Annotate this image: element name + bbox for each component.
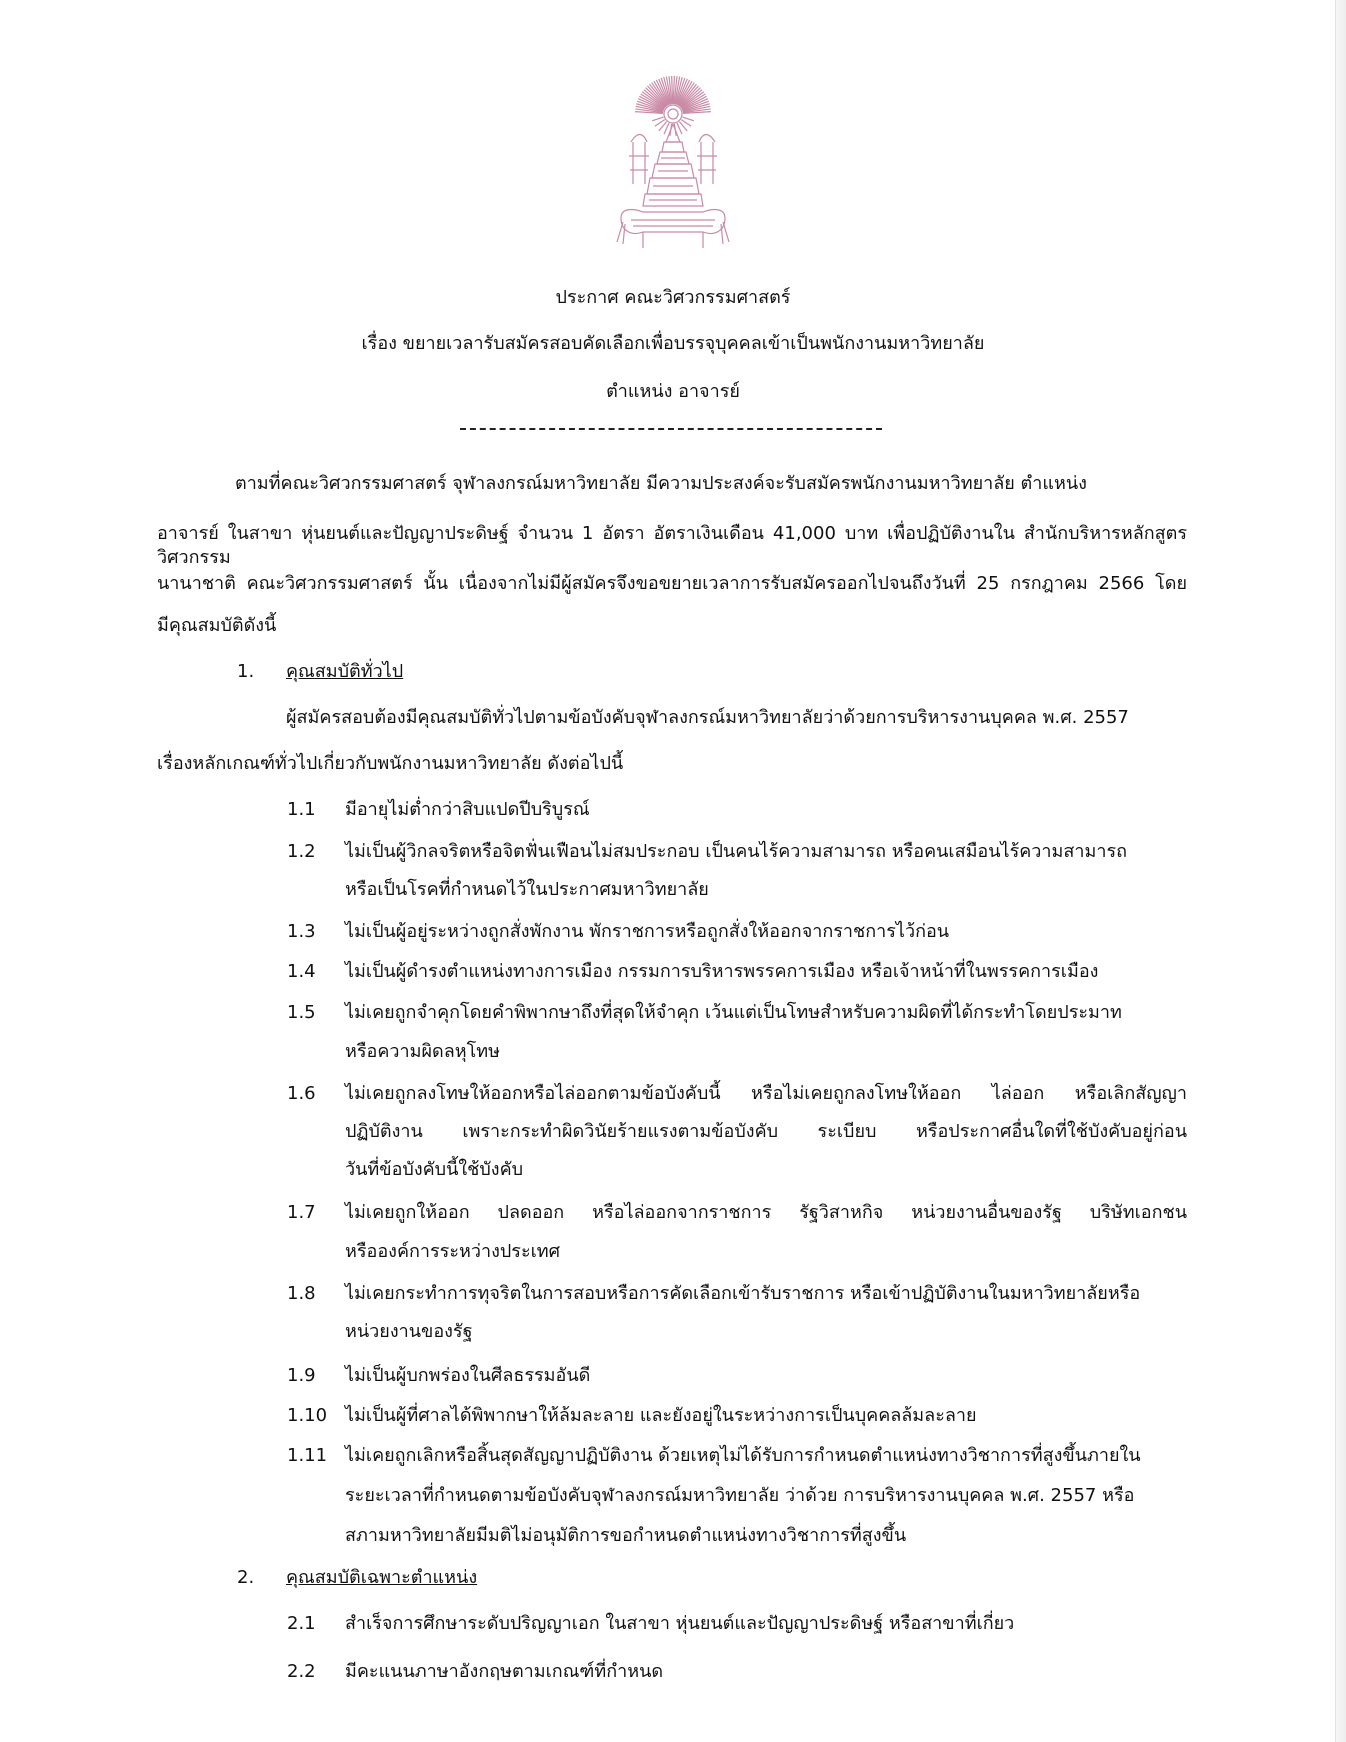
item-2-1-number: 2.1 bbox=[287, 1613, 316, 1634]
item-1-7-text-2: หรือองค์การระหว่างประเทศ bbox=[345, 1241, 561, 1262]
page-scroll-edge bbox=[1335, 0, 1346, 1742]
intro-line-4: มีคุณสมบัติดังนี้ bbox=[157, 615, 277, 636]
section-1-heading: คุณสมบัติทั่วไป bbox=[286, 661, 404, 682]
item-1-6-text-1: ไม่เคยถูกลงโทษให้ออกหรือไล่ออกตามข้อบังคับนี้ หรือไม่เคยถูกลงโทษให้ออก ไล่ออก หรือเลิกสัญญา bbox=[345, 1083, 1187, 1104]
item-1-5-text-1: ไม่เคยถูกจำคุกโดยคำพิพากษาถึงที่สุดให้จำคุก เว้นแต่เป็นโทษสำหรับความผิดที่ได้กระทำโดยประมาท bbox=[345, 1002, 1122, 1023]
item-1-6-text-2: ปฏิบัติงาน เพราะกระทำผิดวินัยร้ายแรงตามข้อบังคับ ระเบียบ หรือประกาศอื่นใดที่ใช้บังคับอยู่ก่อน bbox=[345, 1121, 1187, 1142]
item-1-5-number: 1.5 bbox=[287, 1002, 316, 1023]
section-1-number: 1. bbox=[237, 661, 255, 682]
item-1-8-number: 1.8 bbox=[287, 1283, 316, 1304]
intro-line-3: นานาชาติ คณะวิศวกรรมศาสตร์ นั้น เนื่องจากไม่มีผู้สมัครจึงขอขยายเวลาการรับสมัครออกไปจนถึงวันที่ 25 กรกฎาคม 2566 โดย bbox=[157, 573, 1187, 594]
item-2-2-number: 2.2 bbox=[287, 1661, 316, 1682]
item-1-2-text-1: ไม่เป็นผู้วิกลจริตหรือจิตฟั่นเฟือนไม่สมประกอบ เป็นคนไร้ความสามารถ หรือคนเสมือนไร้ความสามารถ bbox=[345, 841, 1128, 862]
section-1-intro-line-1: ผู้สมัครสอบต้องมีคุณสมบัติทั่วไปตามข้อบังคับจุฬาลงกรณ์มหาวิทยาลัยว่าด้วยการบริหารงานบุคคล พ.ศ. 2557 bbox=[286, 707, 1129, 728]
item-1-10-number: 1.10 bbox=[287, 1405, 328, 1426]
header-divider bbox=[460, 428, 882, 430]
item-1-3-number: 1.3 bbox=[287, 921, 316, 942]
section-2-heading: คุณสมบัติเฉพาะตำแหน่ง bbox=[286, 1567, 478, 1588]
item-1-9-text: ไม่เป็นผู้บกพร่องในศีลธรรมอันดี bbox=[345, 1365, 591, 1386]
item-1-1-number: 1.1 bbox=[287, 799, 316, 820]
item-1-11-text-3: สภามหาวิทยาลัยมีมติไม่อนุมัติการขอกำหนดตำแหน่งทางวิชาการที่สูงขึ้น bbox=[345, 1525, 907, 1546]
item-1-6-number: 1.6 bbox=[287, 1083, 316, 1104]
intro-line-1: ตามที่คณะวิศวกรรมศาสตร์ จุฬาลงกรณ์มหาวิทยาลัย มีความประสงค์จะรับสมัครพนักงานมหาวิทยาลัย ตำแหน่ง bbox=[235, 473, 1087, 494]
item-1-11-text-2: ระยะเวลาที่กำหนดตามข้อบังคับจุฬาลงกรณ์มหาวิทยาลัย ว่าด้วย การบริหารงานบุคคล พ.ศ. 2557 หรือ bbox=[345, 1485, 1135, 1506]
item-1-1-text: มีอายุไม่ต่ำกว่าสิบแปดปีบริบูรณ์ bbox=[345, 799, 590, 820]
item-1-10-text: ไม่เป็นผู้ที่ศาลได้พิพากษาให้ล้มละลาย และยังอยู่ในระหว่างการเป็นบุคคลล้มละลาย bbox=[345, 1405, 977, 1426]
section-1-intro-line-2: เรื่องหลักเกณฑ์ทั่วไปเกี่ยวกับพนักงานมหาวิทยาลัย ดังต่อไปนี้ bbox=[157, 753, 624, 774]
item-1-2-number: 1.2 bbox=[287, 841, 316, 862]
item-1-3-text: ไม่เป็นผู้อยู่ระหว่างถูกสั่งพักงาน พักราชการหรือถูกสั่งให้ออกจากราชการไว้ก่อน bbox=[345, 921, 950, 942]
item-1-8-text-2: หน่วยงานของรัฐ bbox=[345, 1321, 473, 1342]
announcement-position: ตำแหน่ง อาจารย์ bbox=[606, 381, 740, 402]
item-1-9-number: 1.9 bbox=[287, 1365, 316, 1386]
announcement-title: ประกาศ คณะวิศวกรรมศาสตร์ bbox=[555, 287, 791, 308]
intro-line-2: อาจารย์ ในสาขา หุ่นยนต์และปัญญาประดิษฐ์ จำนวน 1 อัตรา อัตราเงินเดือน 41,000 บาท เพื่อปฏิบัติงานใน สำนักบริหารหลักสูตรวิศวกรรม bbox=[157, 523, 1187, 568]
item-1-11-number: 1.11 bbox=[287, 1445, 328, 1466]
item-1-4-number: 1.4 bbox=[287, 961, 316, 982]
item-1-6-text-3: วันที่ข้อบังคับนี้ใช้บังคับ bbox=[345, 1159, 524, 1180]
item-1-7-number: 1.7 bbox=[287, 1202, 316, 1223]
item-1-11-text-1: ไม่เคยถูกเลิกหรือสิ้นสุดสัญญาปฏิบัติงาน ด้วยเหตุไม่ได้รับการกำหนดตำแหน่งทางวิชาการที่สูงขึ้นภายใน bbox=[345, 1445, 1141, 1466]
item-1-2-text-2: หรือเป็นโรคที่กำหนดไว้ในประกาศมหาวิทยาลัย bbox=[345, 879, 709, 900]
announcement-subject: เรื่อง ขยายเวลารับสมัครสอบคัดเลือกเพื่อบรรจุบุคคลเข้าเป็นพนักงานมหาวิทยาลัย bbox=[361, 333, 985, 354]
item-2-2-text: มีคะแนนภาษาอังกฤษตามเกณฑ์ที่กำหนด bbox=[345, 1661, 664, 1682]
item-1-4-text: ไม่เป็นผู้ดำรงตำแหน่งทางการเมือง กรรมการบริหารพรรคการเมือง หรือเจ้าหน้าที่ในพรรคการเมือง bbox=[345, 961, 1099, 982]
item-1-5-text-2: หรือความผิดลหุโทษ bbox=[345, 1041, 500, 1062]
item-2-1-text: สำเร็จการศึกษาระดับปริญญาเอก ในสาขา หุ่นยนต์และปัญญาประดิษฐ์ หรือสาขาที่เกี่ยว bbox=[345, 1613, 1015, 1634]
item-1-7-text-1: ไม่เคยถูกให้ออก ปลดออก หรือไล่ออกจากราชการ รัฐวิสาหกิจ หน่วยงานอื่นของรัฐ บริษัทเอกชน bbox=[345, 1202, 1187, 1223]
university-seal-icon bbox=[603, 72, 743, 272]
section-2-number: 2. bbox=[237, 1567, 255, 1588]
item-1-8-text-1: ไม่เคยกระทำการทุจริตในการสอบหรือการคัดเลือกเข้ารับราชการ หรือเข้าปฏิบัติงานในมหาวิทยาลัยหรือ bbox=[345, 1283, 1141, 1304]
